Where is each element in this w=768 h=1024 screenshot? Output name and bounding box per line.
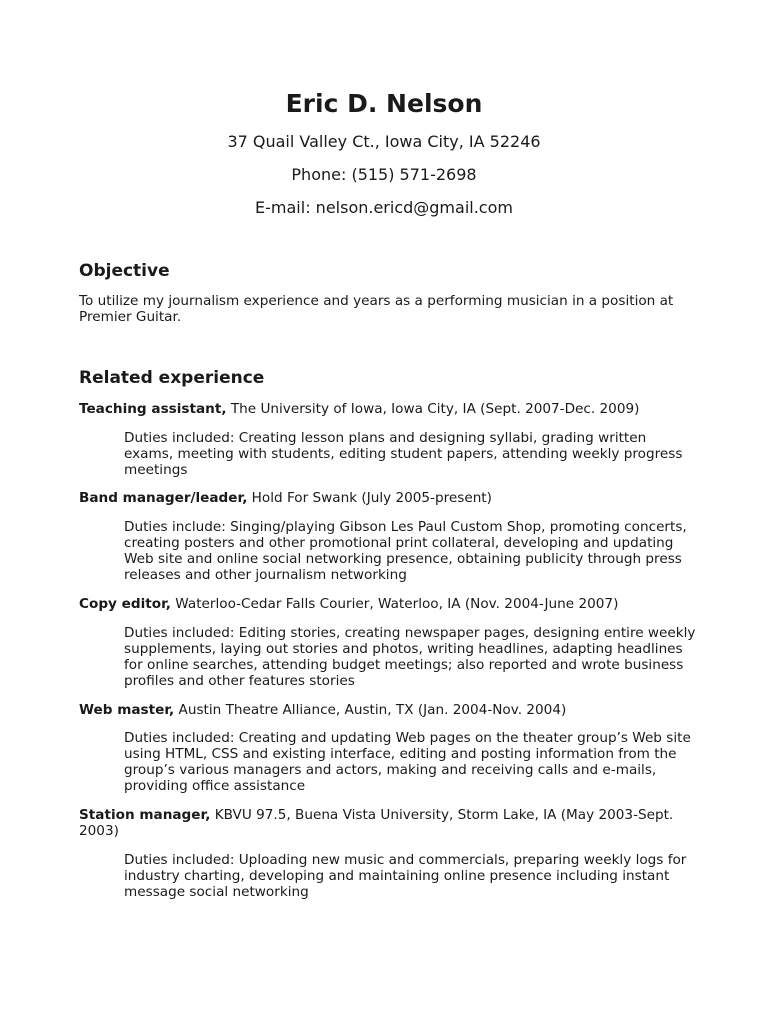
job-entry bbox=[79, 596, 699, 612]
phone-line: Phone: (515) 571-2698 bbox=[291, 165, 477, 184]
job-duties: Duties included: Uploading new music and commercials, preparing weekly logs for industry charting, developing and maintaining online presence including instant message social networking bbox=[124, 852, 687, 900]
job-title: Copy editor, bbox=[79, 596, 171, 612]
experience-heading: Related experience bbox=[79, 368, 265, 388]
job-entry bbox=[79, 401, 699, 417]
job-duties: Duties include: Singing/playing Gibson Les Paul Custom Shop, promoting concerts, creating posters and other promotional print collateral, developing and updating Web site and online social networking presence, obtaining publicity through press releases and other journalism networking bbox=[124, 519, 687, 583]
candidate-name: Eric D. Nelson bbox=[285, 89, 483, 118]
job-duties: Duties included: Creating lesson plans and designing syllabi, grading written exams, meeting with students, editing student papers, attending weekly progress meetings bbox=[124, 430, 683, 478]
job-entry bbox=[79, 702, 699, 718]
job-title: Web master, bbox=[79, 702, 175, 718]
job-title: Teaching assistant, bbox=[79, 401, 227, 417]
job-entry bbox=[79, 807, 699, 839]
job-title: Band manager/leader, bbox=[79, 490, 248, 506]
job-detail: Hold For Swank (July 2005-present) bbox=[247, 490, 492, 506]
job-detail: KBVU 97.5, Buena Vista University, Storm Lake, IA (May 2003-Sept. 2003) bbox=[79, 807, 674, 839]
job-duties: Duties included: Editing stories, creating newspaper pages, designing entire weekly supplements, laying out stories and photos, writing headlines, adapting headlines for online searches, attending budget meetings; also reported and wrote business profiles and other features stories bbox=[124, 625, 696, 689]
email-line: E-mail: nelson.ericd@gmail.com bbox=[255, 198, 513, 217]
address-line: 37 Quail Valley Ct., Iowa City, IA 52246 bbox=[227, 132, 541, 151]
job-entry bbox=[79, 490, 699, 506]
job-detail: Austin Theatre Alliance, Austin, TX (Jan. 2004-Nov. 2004) bbox=[174, 702, 567, 718]
job-detail: Waterloo-Cedar Falls Courier, Waterloo, IA (Nov. 2004-June 2007) bbox=[170, 596, 619, 612]
objective-heading: Objective bbox=[79, 261, 170, 281]
job-duties: Duties included: Creating and updating Web pages on the theater group’s Web site using HTML, CSS and existing interface, editing and posting information from the group’s various managers and actors, making and receiving calls and e-mails, providing office assistance bbox=[124, 730, 691, 794]
objective-text: To utilize my journalism experience and years as a performing musician in a position at Premier Guitar. bbox=[79, 293, 674, 325]
job-title: Station manager, bbox=[79, 807, 211, 823]
job-detail: The University of Iowa, Iowa City, IA (Sept. 2007-Dec. 2009) bbox=[226, 401, 640, 417]
